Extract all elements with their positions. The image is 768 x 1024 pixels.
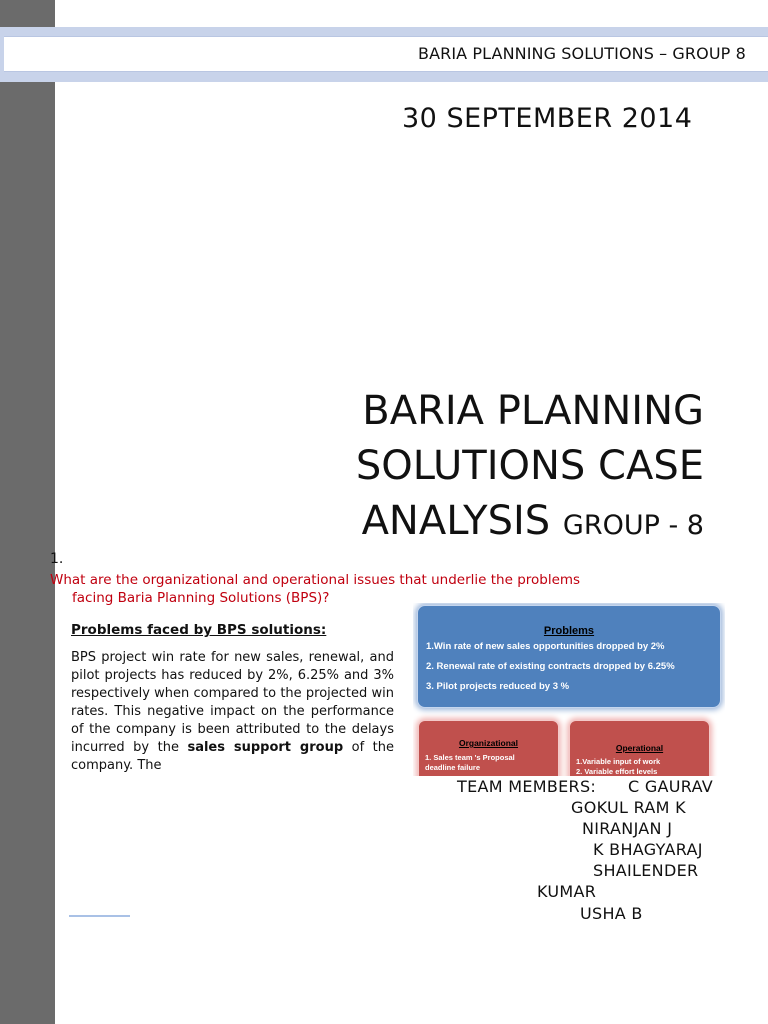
team-member-4: K BHAGYARAJ	[593, 840, 703, 859]
title-group: GROUP - 8	[562, 510, 704, 541]
operational-item-2: 2. Variable effort levels	[576, 767, 658, 776]
organizational-item: 1. Sales team 's Proposal deadline failure	[425, 753, 515, 772]
document-title	[244, 384, 704, 553]
title-line-1: BARIA PLANNING	[362, 388, 704, 434]
organizational-title: Organizational	[458, 738, 519, 748]
problems-diagram	[413, 603, 725, 776]
body-paragraph	[71, 649, 394, 779]
question-line-1: What are the organizational and operational issues that underlie the problems	[50, 572, 581, 588]
left-sidebar-bar	[0, 0, 55, 1024]
body-part-1: BPS project win rate for new sales, renewal, and pilot projects has reduced by 2%, 6.25% and 3% respectively when compared to the projected win rates. This negative impact on the performance of the company is been attributed to the delays incurred by the	[71, 650, 394, 755]
operational-item-1: 1.Variable input of work	[576, 757, 661, 766]
team-member-1: C GAURAV	[628, 777, 714, 796]
decorative-blue-line	[69, 915, 130, 917]
title-analysis: ANALYSIS	[361, 498, 551, 544]
team-member-6: USHA B	[580, 904, 643, 923]
team-member-3: NIRANJAN J	[582, 819, 673, 838]
question-number: 1.	[50, 551, 64, 567]
team-member-5: SHAILENDER	[593, 861, 699, 880]
problem-item-2: 2. Renewal rate of existing contracts dropped by 6.25%	[426, 661, 675, 672]
operational-box	[569, 720, 710, 776]
team-members-label: TEAM MEMBERS:	[457, 777, 597, 796]
title-line-2: SOLUTIONS CASE	[355, 443, 704, 489]
problem-item-1: 1.Win rate of new sales opportunities dropped by 2%	[426, 641, 665, 652]
header-title: BARIA PLANNING SOLUTIONS – GROUP 8	[418, 44, 746, 63]
body-bold-sales-support: sales support group	[187, 740, 344, 755]
problems-box-title: Problems	[543, 625, 595, 637]
problem-item-3: 3. Pilot projects reduced by 3 %	[426, 681, 570, 692]
team-member-5-cont: KUMAR	[537, 882, 597, 901]
organizational-box	[418, 720, 559, 776]
team-member-2: GOKUL RAM K	[571, 798, 686, 817]
title-line-3	[244, 494, 704, 553]
problems-box	[417, 605, 721, 708]
question-text	[50, 571, 697, 607]
question-line-2: facing Baria Planning Solutions (BPS)?	[72, 590, 330, 606]
operational-title: Operational	[615, 743, 664, 753]
body-part-2: of the company. The	[71, 740, 394, 773]
document-date: 30 SEPTEMBER 2014	[402, 103, 693, 134]
problems-heading: Problems faced by BPS solutions:	[71, 622, 327, 638]
